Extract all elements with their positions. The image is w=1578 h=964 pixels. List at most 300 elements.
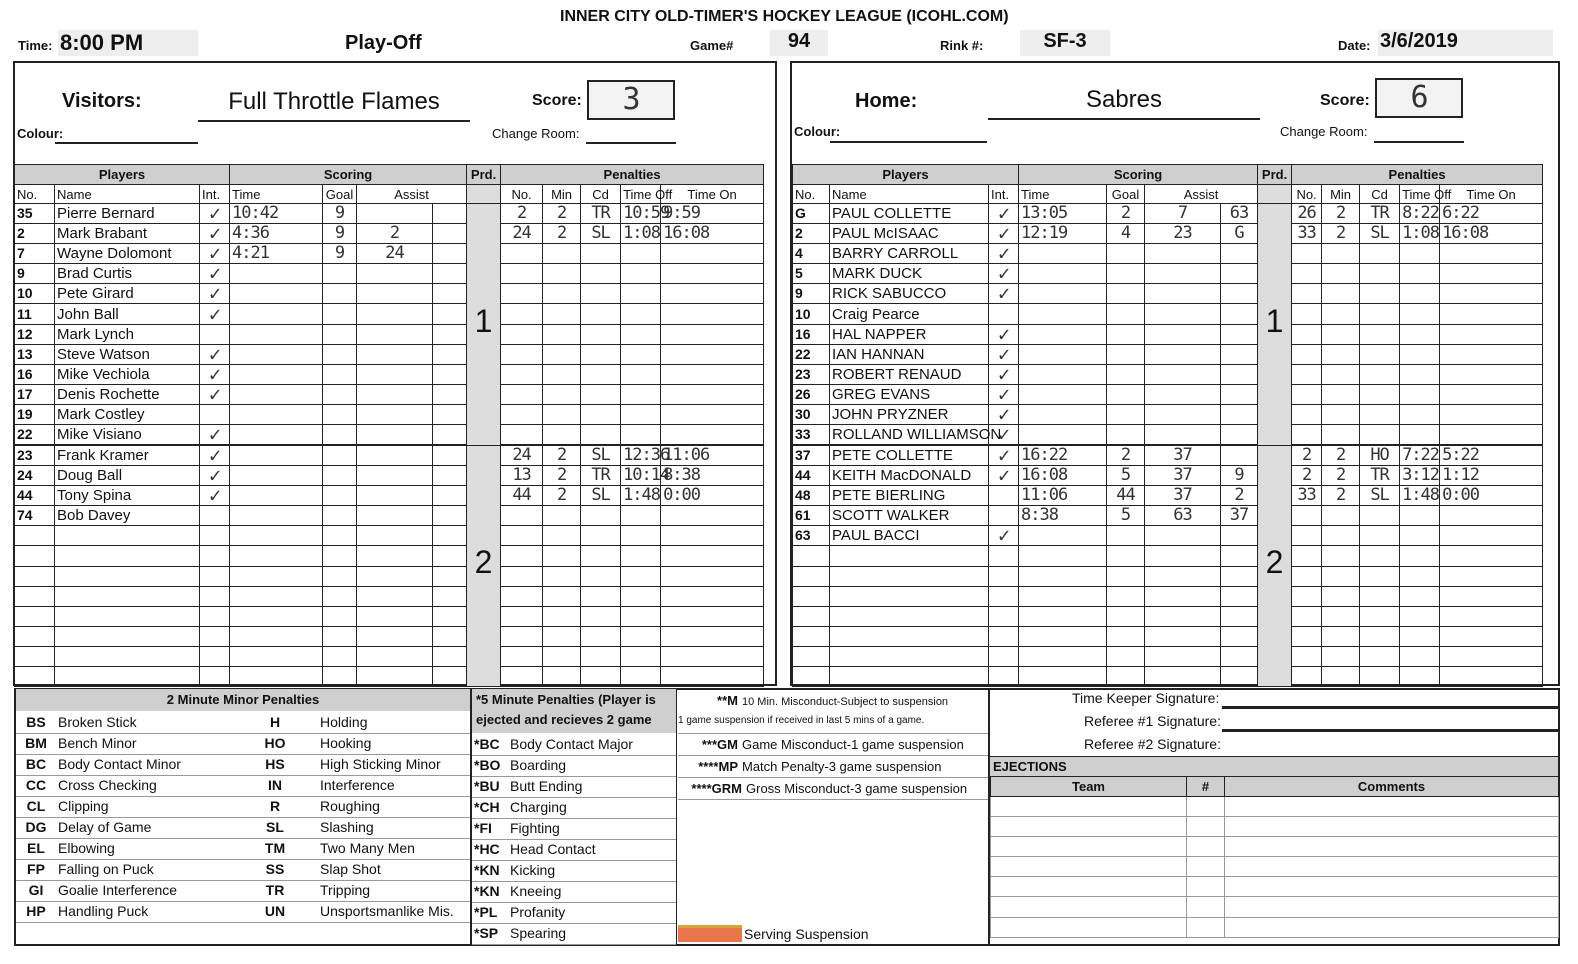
penalty-off[interactable]: 8:22 — [1400, 204, 1440, 224]
referee1-signature-line[interactable] — [1222, 729, 1558, 732]
int-check[interactable]: ✓ — [989, 224, 1019, 244]
int-check[interactable] — [989, 486, 1019, 506]
ejection-cell[interactable] — [1225, 917, 1559, 937]
goal-scorer[interactable] — [323, 586, 357, 606]
penalty-off[interactable] — [621, 324, 661, 344]
penalty-min[interactable] — [543, 304, 581, 324]
goal-scorer[interactable] — [323, 486, 357, 506]
goal-time[interactable] — [230, 526, 323, 546]
penalty-cd[interactable]: TR — [581, 204, 621, 224]
penalty-off[interactable] — [621, 606, 661, 626]
goal-time[interactable] — [1019, 364, 1107, 384]
penalty-no[interactable] — [501, 425, 543, 446]
assist-1[interactable]: 37 — [1145, 486, 1221, 506]
assist-2[interactable] — [1221, 666, 1258, 686]
penalty-on[interactable] — [1440, 586, 1543, 606]
penalty-no[interactable] — [1292, 646, 1322, 666]
assist-2[interactable] — [433, 204, 467, 224]
int-check[interactable] — [989, 546, 1019, 566]
goal-scorer[interactable]: 9 — [323, 224, 357, 244]
assist-1[interactable]: 2 — [357, 224, 433, 244]
penalty-off[interactable]: 3:12 — [1400, 466, 1440, 486]
goal-scorer[interactable]: 4 — [1107, 224, 1145, 244]
penalty-no[interactable] — [1292, 606, 1322, 626]
assist-1[interactable] — [1145, 284, 1221, 304]
goal-time[interactable] — [230, 546, 323, 566]
penalty-cd[interactable] — [1360, 566, 1400, 586]
penalty-on[interactable] — [661, 546, 764, 566]
ejection-cell[interactable] — [1187, 837, 1225, 857]
int-check[interactable]: ✓ — [200, 384, 230, 404]
penalty-off[interactable] — [1400, 364, 1440, 384]
penalty-off[interactable] — [621, 364, 661, 384]
goal-time[interactable] — [230, 646, 323, 666]
assist-1[interactable] — [1145, 344, 1221, 364]
penalty-on[interactable] — [1440, 506, 1543, 526]
goal-scorer[interactable] — [323, 626, 357, 646]
penalty-cd[interactable] — [581, 264, 621, 284]
assist-2[interactable] — [433, 445, 467, 466]
int-check[interactable]: ✓ — [200, 364, 230, 384]
assist-2[interactable] — [433, 466, 467, 486]
goal-scorer[interactable]: 44 — [1107, 486, 1145, 506]
penalty-cd[interactable] — [581, 666, 621, 686]
goal-scorer[interactable] — [323, 404, 357, 424]
penalty-no[interactable] — [501, 284, 543, 304]
int-check[interactable]: ✓ — [989, 445, 1019, 466]
penalty-min[interactable]: 2 — [1322, 204, 1360, 224]
goal-time[interactable] — [230, 666, 323, 686]
penalty-min[interactable] — [543, 284, 581, 304]
penalty-no[interactable] — [501, 526, 543, 546]
ejection-cell[interactable] — [1187, 877, 1225, 897]
int-check[interactable]: ✓ — [200, 204, 230, 224]
penalty-no[interactable] — [1292, 425, 1322, 446]
penalty-min[interactable] — [1322, 546, 1360, 566]
penalty-no[interactable] — [501, 626, 543, 646]
int-check[interactable]: ✓ — [989, 526, 1019, 546]
assist-2[interactable] — [433, 586, 467, 606]
penalty-no[interactable] — [501, 244, 543, 264]
penalty-min[interactable]: 2 — [543, 486, 581, 506]
assist-1[interactable]: 37 — [1145, 445, 1221, 466]
assist-2[interactable] — [1221, 264, 1258, 284]
assist-2[interactable] — [433, 626, 467, 646]
penalty-on[interactable] — [1440, 606, 1543, 626]
assist-1[interactable] — [357, 284, 433, 304]
assist-1[interactable] — [357, 666, 433, 686]
penalty-min[interactable] — [543, 404, 581, 424]
assist-2[interactable]: 2 — [1221, 486, 1258, 506]
penalty-off[interactable] — [1400, 646, 1440, 666]
goal-scorer[interactable] — [1107, 264, 1145, 284]
assist-2[interactable] — [433, 666, 467, 686]
penalty-min[interactable] — [1322, 586, 1360, 606]
penalty-no[interactable] — [1292, 284, 1322, 304]
goal-scorer[interactable] — [323, 284, 357, 304]
penalty-cd[interactable] — [581, 646, 621, 666]
goal-scorer[interactable] — [1107, 324, 1145, 344]
goal-scorer[interactable] — [323, 445, 357, 466]
assist-1[interactable] — [357, 526, 433, 546]
int-check[interactable]: ✓ — [200, 445, 230, 466]
penalty-on[interactable] — [1440, 666, 1543, 686]
assist-1[interactable] — [357, 566, 433, 586]
goal-time[interactable] — [230, 344, 323, 364]
assist-2[interactable] — [433, 344, 467, 364]
penalty-min[interactable] — [543, 646, 581, 666]
penalty-no[interactable] — [501, 264, 543, 284]
assist-1[interactable] — [357, 425, 433, 446]
goal-time[interactable]: 16:22 — [1019, 445, 1107, 466]
goal-scorer[interactable] — [323, 526, 357, 546]
penalty-off[interactable] — [1400, 546, 1440, 566]
goal-scorer[interactable]: 5 — [1107, 506, 1145, 526]
goal-scorer[interactable]: 5 — [1107, 466, 1145, 486]
penalty-cd[interactable] — [1360, 626, 1400, 646]
penalty-min[interactable]: 2 — [1322, 486, 1360, 506]
penalty-no[interactable] — [1292, 264, 1322, 284]
penalty-on[interactable]: 16:08 — [661, 224, 764, 244]
penalty-min[interactable] — [1322, 425, 1360, 446]
penalty-cd[interactable] — [581, 244, 621, 264]
penalty-cd[interactable] — [581, 364, 621, 384]
assist-2[interactable]: 9 — [1221, 466, 1258, 486]
ejection-cell[interactable] — [1187, 797, 1225, 817]
goal-scorer[interactable] — [1107, 404, 1145, 424]
assist-2[interactable] — [433, 425, 467, 446]
penalty-off[interactable]: 1:08 — [621, 224, 661, 244]
int-check[interactable] — [200, 646, 230, 666]
assist-2[interactable] — [433, 284, 467, 304]
assist-2[interactable] — [433, 506, 467, 526]
penalty-on[interactable] — [661, 606, 764, 626]
goal-time[interactable] — [230, 486, 323, 506]
penalty-on[interactable] — [661, 666, 764, 686]
penalty-cd[interactable] — [1360, 284, 1400, 304]
goal-time[interactable]: 13:05 — [1019, 204, 1107, 224]
assist-1[interactable] — [357, 626, 433, 646]
int-check[interactable] — [989, 646, 1019, 666]
penalty-on[interactable] — [661, 364, 764, 384]
goal-time[interactable] — [230, 626, 323, 646]
penalty-min[interactable]: 2 — [543, 204, 581, 224]
penalty-cd[interactable] — [1360, 506, 1400, 526]
penalty-on[interactable] — [1440, 646, 1543, 666]
penalty-no[interactable]: 2 — [1292, 466, 1322, 486]
penalty-on[interactable] — [661, 244, 764, 264]
penalty-on[interactable]: 0:00 — [1440, 486, 1543, 506]
goal-time[interactable] — [230, 506, 323, 526]
assist-1[interactable] — [357, 606, 433, 626]
penalty-min[interactable]: 2 — [543, 224, 581, 244]
goal-time[interactable]: 16:08 — [1019, 466, 1107, 486]
penalty-no[interactable]: 26 — [1292, 204, 1322, 224]
goal-scorer[interactable] — [323, 666, 357, 686]
penalty-min[interactable] — [1322, 526, 1360, 546]
goal-time[interactable] — [1019, 244, 1107, 264]
penalty-no[interactable] — [501, 666, 543, 686]
penalty-on[interactable] — [661, 626, 764, 646]
goal-scorer[interactable]: 2 — [1107, 204, 1145, 224]
assist-1[interactable] — [1145, 586, 1221, 606]
penalty-cd[interactable] — [581, 304, 621, 324]
penalty-on[interactable] — [661, 506, 764, 526]
assist-2[interactable] — [1221, 626, 1258, 646]
goal-time[interactable] — [230, 404, 323, 424]
goal-scorer[interactable] — [1107, 344, 1145, 364]
goal-scorer[interactable] — [1107, 546, 1145, 566]
goal-time[interactable]: 11:06 — [1019, 486, 1107, 506]
int-check[interactable] — [200, 586, 230, 606]
int-check[interactable]: ✓ — [989, 425, 1019, 446]
goal-time[interactable] — [1019, 404, 1107, 424]
assist-2[interactable] — [433, 546, 467, 566]
penalty-cd[interactable] — [581, 324, 621, 344]
goal-time[interactable] — [1019, 284, 1107, 304]
ejection-cell[interactable] — [991, 817, 1187, 837]
penalty-off[interactable] — [1400, 384, 1440, 404]
goal-scorer[interactable] — [1107, 626, 1145, 646]
goal-scorer[interactable] — [1107, 364, 1145, 384]
penalty-off[interactable] — [621, 244, 661, 264]
goal-time[interactable] — [1019, 425, 1107, 446]
assist-1[interactable] — [1145, 304, 1221, 324]
assist-1[interactable] — [1145, 526, 1221, 546]
ejection-cell[interactable] — [991, 837, 1187, 857]
goal-time[interactable]: 12:19 — [1019, 224, 1107, 244]
assist-1[interactable] — [357, 445, 433, 466]
assist-2[interactable] — [1221, 546, 1258, 566]
int-check[interactable]: ✓ — [989, 244, 1019, 264]
goal-time[interactable] — [1019, 586, 1107, 606]
int-check[interactable] — [989, 586, 1019, 606]
penalty-no[interactable] — [501, 646, 543, 666]
penalty-on[interactable] — [1440, 264, 1543, 284]
penalty-min[interactable] — [1322, 626, 1360, 646]
penalty-no[interactable]: 24 — [501, 445, 543, 466]
assist-2[interactable] — [1221, 606, 1258, 626]
int-check[interactable] — [200, 506, 230, 526]
assist-1[interactable] — [357, 384, 433, 404]
goal-time[interactable] — [230, 445, 323, 466]
ejection-cell[interactable] — [1187, 857, 1225, 877]
assist-1[interactable] — [357, 646, 433, 666]
goal-time[interactable] — [230, 466, 323, 486]
penalty-min[interactable] — [1322, 264, 1360, 284]
penalty-off[interactable] — [1400, 666, 1440, 686]
penalty-on[interactable] — [1440, 304, 1543, 324]
int-check[interactable] — [989, 606, 1019, 626]
penalty-cd[interactable]: SL — [581, 445, 621, 466]
penalty-min[interactable] — [1322, 304, 1360, 324]
penalty-off[interactable] — [1400, 606, 1440, 626]
goal-scorer[interactable] — [323, 324, 357, 344]
penalty-off[interactable] — [1400, 284, 1440, 304]
int-check[interactable]: ✓ — [200, 486, 230, 506]
goal-time[interactable] — [230, 384, 323, 404]
penalty-off[interactable] — [621, 546, 661, 566]
penalty-off[interactable] — [1400, 244, 1440, 264]
penalty-min[interactable]: 2 — [1322, 466, 1360, 486]
goal-scorer[interactable] — [1107, 384, 1145, 404]
penalty-cd[interactable] — [581, 344, 621, 364]
penalty-no[interactable] — [501, 384, 543, 404]
penalty-cd[interactable]: SL — [581, 224, 621, 244]
goal-scorer[interactable] — [323, 646, 357, 666]
int-check[interactable] — [989, 626, 1019, 646]
penalty-on[interactable] — [661, 324, 764, 344]
int-check[interactable]: ✓ — [989, 466, 1019, 486]
penalty-off[interactable] — [621, 404, 661, 424]
int-check[interactable]: ✓ — [989, 264, 1019, 284]
assist-2[interactable] — [1221, 566, 1258, 586]
penalty-on[interactable] — [1440, 364, 1543, 384]
penalty-off[interactable] — [621, 646, 661, 666]
ejection-cell[interactable] — [1187, 917, 1225, 937]
penalty-off[interactable] — [621, 264, 661, 284]
penalty-no[interactable] — [1292, 344, 1322, 364]
penalty-on[interactable]: 9:59 — [661, 204, 764, 224]
goal-time[interactable] — [230, 364, 323, 384]
goal-time[interactable] — [1019, 324, 1107, 344]
penalty-cd[interactable] — [1360, 364, 1400, 384]
int-check[interactable] — [989, 666, 1019, 686]
ejection-cell[interactable] — [1225, 897, 1559, 917]
goal-scorer[interactable] — [323, 264, 357, 284]
goal-scorer[interactable] — [323, 546, 357, 566]
int-check[interactable]: ✓ — [989, 204, 1019, 224]
goal-time[interactable]: 4:36 — [230, 224, 323, 244]
assist-1[interactable] — [1145, 404, 1221, 424]
penalty-no[interactable] — [1292, 666, 1322, 686]
assist-2[interactable]: 37 — [1221, 506, 1258, 526]
assist-2[interactable] — [433, 384, 467, 404]
goal-scorer[interactable]: 9 — [323, 244, 357, 264]
penalty-on[interactable] — [661, 384, 764, 404]
penalty-min[interactable] — [543, 526, 581, 546]
penalty-min[interactable] — [543, 324, 581, 344]
penalty-cd[interactable] — [581, 526, 621, 546]
penalty-on[interactable] — [661, 264, 764, 284]
penalty-on[interactable] — [1440, 526, 1543, 546]
penalty-no[interactable] — [501, 404, 543, 424]
goal-scorer[interactable] — [323, 425, 357, 446]
goal-scorer[interactable] — [1107, 244, 1145, 264]
assist-1[interactable] — [357, 204, 433, 224]
penalty-cd[interactable] — [1360, 244, 1400, 264]
penalty-no[interactable] — [1292, 244, 1322, 264]
penalty-off[interactable] — [1400, 344, 1440, 364]
penalty-off[interactable]: 7:22 — [1400, 445, 1440, 466]
ejection-cell[interactable] — [1225, 817, 1559, 837]
penalty-off[interactable]: 1:48 — [621, 486, 661, 506]
penalty-on[interactable]: 8:38 — [661, 466, 764, 486]
penalty-on[interactable] — [1440, 566, 1543, 586]
penalty-cd[interactable] — [581, 384, 621, 404]
penalty-off[interactable] — [621, 344, 661, 364]
assist-2[interactable] — [433, 304, 467, 324]
penalty-cd[interactable]: SL — [1360, 486, 1400, 506]
penalty-on[interactable] — [661, 586, 764, 606]
penalty-off[interactable] — [1400, 324, 1440, 344]
int-check[interactable]: ✓ — [989, 404, 1019, 424]
int-check[interactable]: ✓ — [200, 224, 230, 244]
penalty-on[interactable]: 0:00 — [661, 486, 764, 506]
penalty-cd[interactable] — [1360, 384, 1400, 404]
penalty-off[interactable] — [1400, 304, 1440, 324]
goal-scorer[interactable] — [1107, 304, 1145, 324]
penalty-cd[interactable] — [581, 425, 621, 446]
goal-time[interactable] — [1019, 526, 1107, 546]
goal-scorer[interactable] — [1107, 284, 1145, 304]
penalty-cd[interactable] — [1360, 304, 1400, 324]
assist-2[interactable] — [433, 264, 467, 284]
assist-1[interactable] — [357, 404, 433, 424]
ejection-cell[interactable] — [1225, 797, 1559, 817]
assist-2[interactable] — [433, 244, 467, 264]
penalty-min[interactable] — [1322, 666, 1360, 686]
penalty-on[interactable] — [661, 566, 764, 586]
goal-time[interactable] — [230, 324, 323, 344]
goal-scorer[interactable] — [323, 606, 357, 626]
goal-time[interactable] — [230, 284, 323, 304]
penalty-no[interactable] — [1292, 324, 1322, 344]
penalty-on[interactable] — [1440, 244, 1543, 264]
goal-time[interactable] — [1019, 646, 1107, 666]
goal-scorer[interactable] — [323, 466, 357, 486]
penalty-min[interactable] — [1322, 646, 1360, 666]
penalty-off[interactable] — [621, 666, 661, 686]
assist-1[interactable]: 7 — [1145, 204, 1221, 224]
penalty-off[interactable] — [621, 626, 661, 646]
penalty-off[interactable] — [621, 586, 661, 606]
penalty-off[interactable] — [621, 566, 661, 586]
ejection-cell[interactable] — [1187, 817, 1225, 837]
goal-time[interactable] — [230, 566, 323, 586]
assist-2[interactable] — [433, 486, 467, 506]
assist-1[interactable] — [1145, 324, 1221, 344]
goal-time[interactable] — [1019, 606, 1107, 626]
penalty-cd[interactable] — [581, 284, 621, 304]
goal-time[interactable]: 4:21 — [230, 244, 323, 264]
penalty-min[interactable] — [543, 626, 581, 646]
assist-2[interactable] — [433, 606, 467, 626]
int-check[interactable] — [200, 526, 230, 546]
penalty-cd[interactable] — [1360, 646, 1400, 666]
assist-1[interactable] — [357, 466, 433, 486]
penalty-off[interactable] — [1400, 425, 1440, 446]
goal-time[interactable] — [1019, 264, 1107, 284]
penalty-min[interactable] — [1322, 384, 1360, 404]
penalty-no[interactable] — [1292, 304, 1322, 324]
penalty-cd[interactable] — [581, 506, 621, 526]
penalty-no[interactable] — [501, 566, 543, 586]
assist-2[interactable] — [1221, 445, 1258, 466]
int-check[interactable] — [989, 566, 1019, 586]
goal-time[interactable] — [1019, 546, 1107, 566]
penalty-off[interactable] — [621, 384, 661, 404]
penalty-min[interactable]: 2 — [543, 445, 581, 466]
penalty-no[interactable]: 44 — [501, 486, 543, 506]
assist-1[interactable] — [357, 304, 433, 324]
penalty-no[interactable]: 2 — [501, 204, 543, 224]
penalty-min[interactable] — [1322, 324, 1360, 344]
penalty-no[interactable]: 24 — [501, 224, 543, 244]
goal-scorer[interactable] — [323, 344, 357, 364]
assist-1[interactable]: 63 — [1145, 506, 1221, 526]
penalty-on[interactable] — [661, 646, 764, 666]
